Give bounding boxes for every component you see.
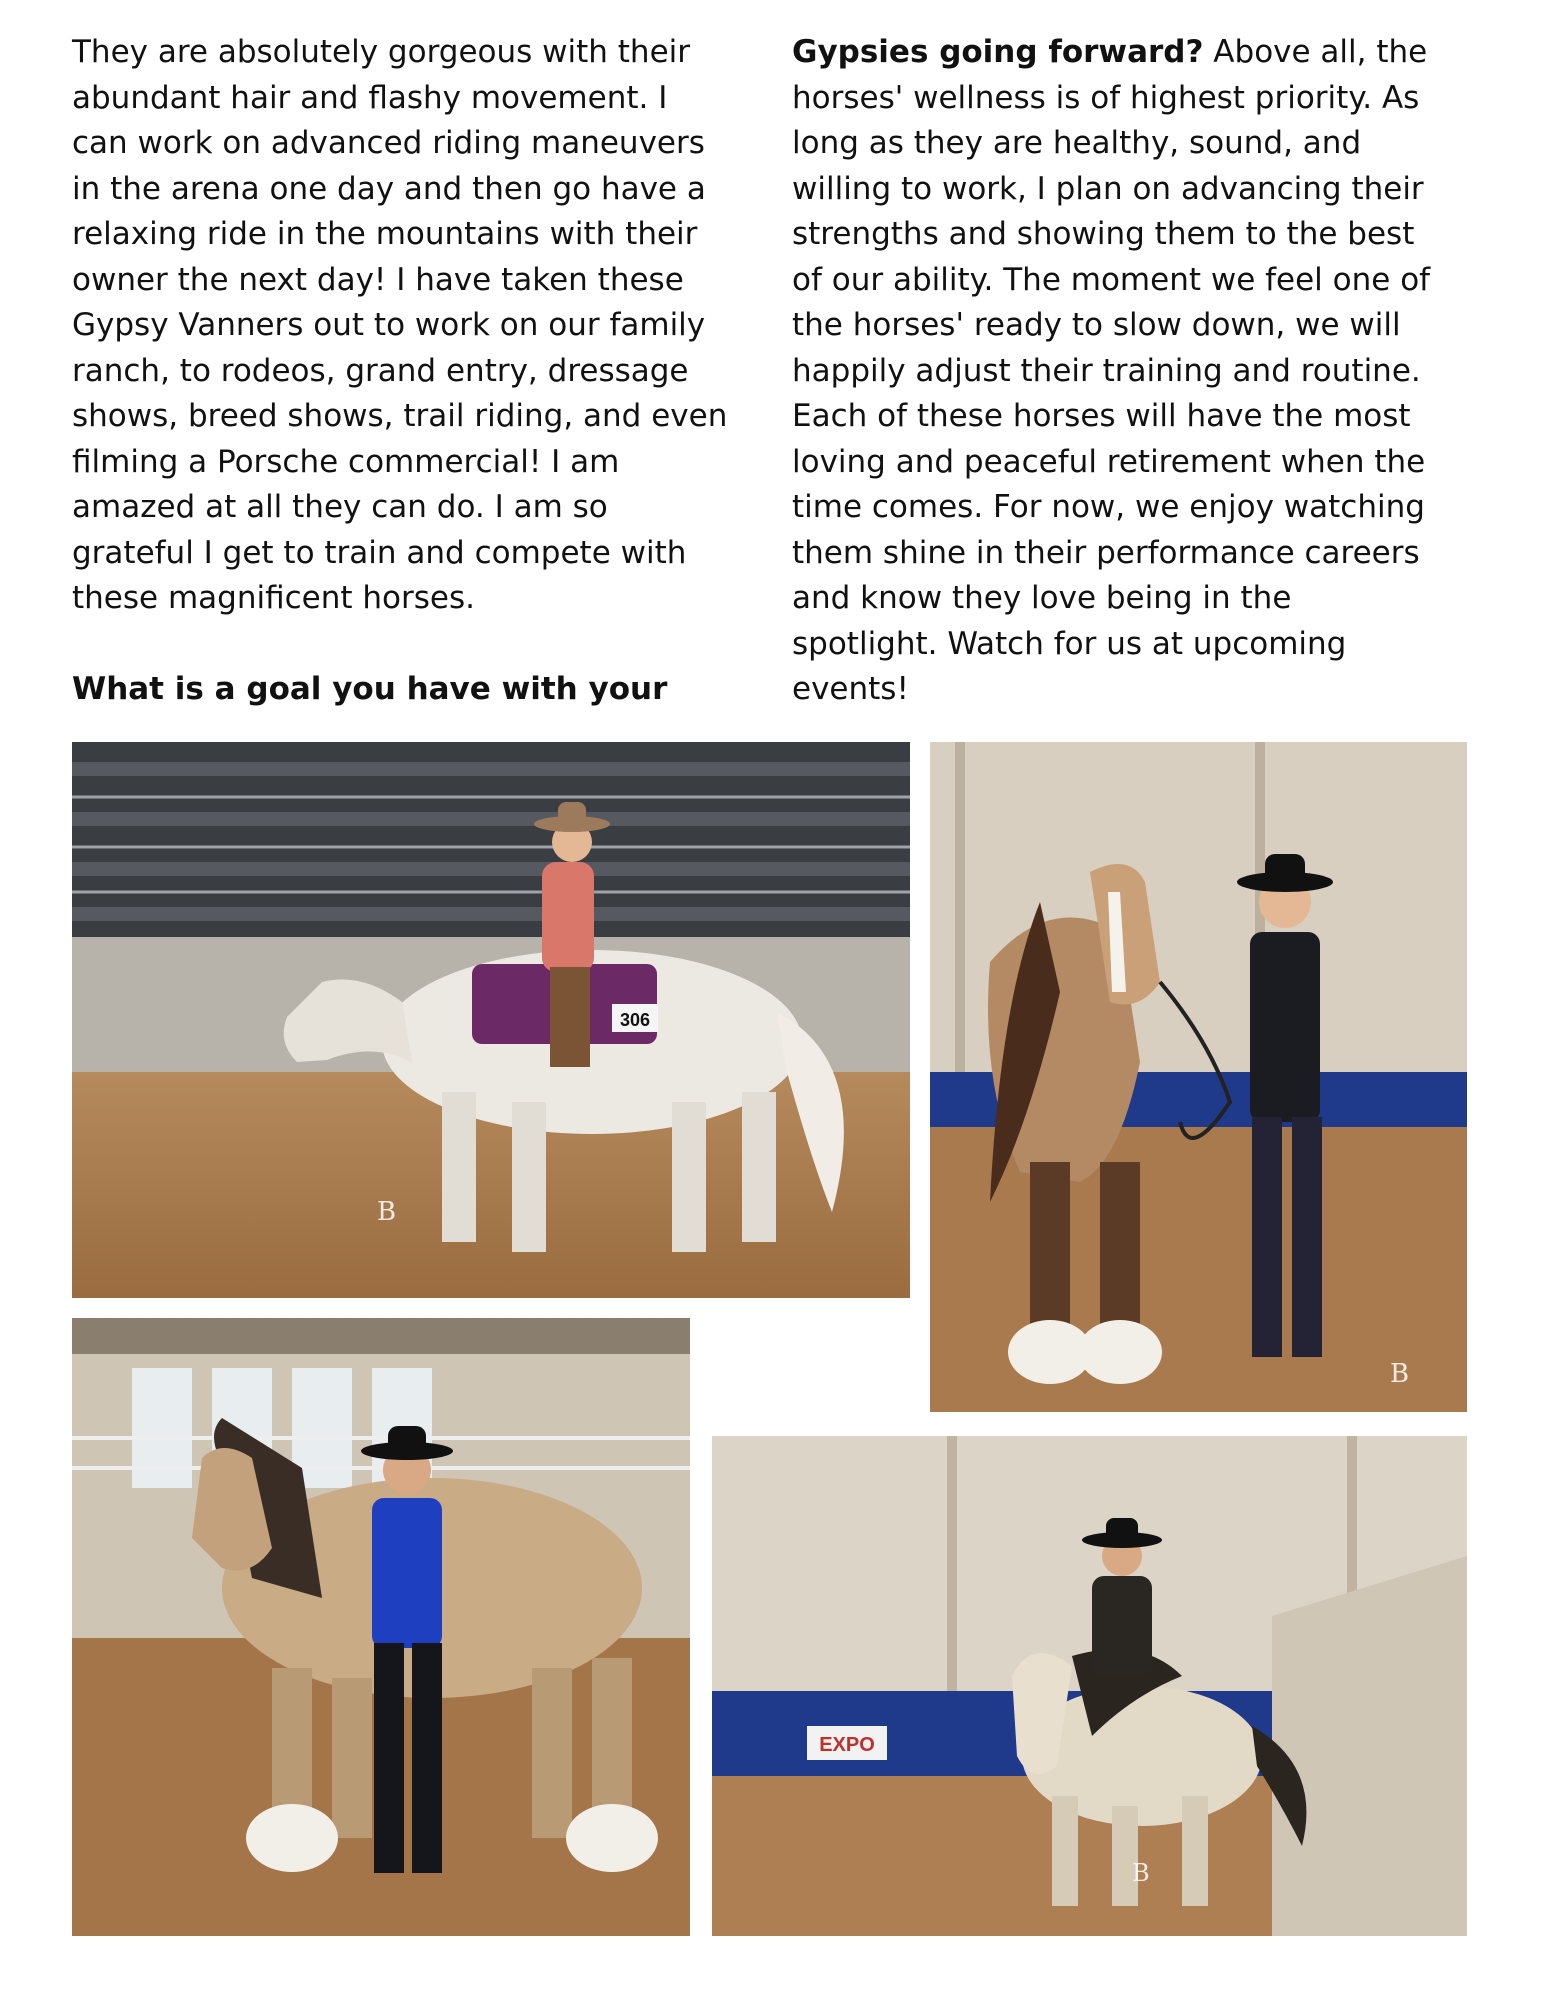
photo-3-illustration — [72, 1318, 690, 1936]
text-line: events! — [792, 671, 909, 707]
photo-rider-galloping — [712, 1436, 1467, 1936]
text-line: spotlight. Watch for us at upcoming — [792, 625, 1347, 662]
text-line: owner the next day! I have taken these — [72, 261, 684, 298]
text-line: these magnificent horses. — [72, 580, 475, 616]
text-line: loving and peaceful retirement when the — [792, 443, 1426, 480]
text-line: They are absolutely gorgeous with their — [72, 34, 691, 70]
photo-rider-white-horse — [72, 742, 910, 1298]
text-line: grateful I get to train and compete with — [72, 534, 687, 571]
text-line: shows, breed shows, trail riding, and even — [72, 398, 728, 434]
watermark: B — [1390, 1359, 1410, 1389]
text-line: and know they love being in the — [792, 580, 1292, 616]
right-text-column — [792, 30, 1512, 713]
text-line: them shine in their performance careers — [792, 534, 1420, 571]
answer-start: Above all, the — [1203, 34, 1428, 70]
photo-handler-buckskin-horse — [72, 1318, 690, 1936]
photo-handler-pinto-horse — [930, 742, 1467, 1412]
text-line: long as they are healthy, sound, and — [792, 125, 1362, 161]
text-line: can work on advanced riding maneuvers — [72, 125, 705, 161]
question-text: What is a goal you have with your — [72, 671, 668, 707]
text-line: strengths and showing them to the best — [792, 216, 1415, 252]
watermark: B — [377, 1197, 397, 1227]
watermark: B — [1132, 1859, 1150, 1887]
text-line: horses' wellness is of highest priority. As — [792, 79, 1420, 116]
number-pad: 306 — [619, 1010, 651, 1030]
photo-2-illustration — [930, 742, 1467, 1412]
text-line: filming a Porsche commercial! I am — [72, 443, 620, 480]
text-line — [792, 30, 1512, 76]
photo-1-illustration — [72, 742, 910, 1298]
text-line: Each of these horses will have the most — [792, 398, 1411, 434]
text-line: relaxing ride in the mountains with their — [72, 216, 698, 252]
text-line: ranch, to rodeos, grand entry, dressage — [72, 352, 689, 389]
text-line: Gypsy Vanners out to work on our family — [72, 307, 706, 343]
question-continuation: Gypsies going forward? — [792, 34, 1204, 70]
text-line: willing to work, I plan on advancing their — [792, 170, 1424, 207]
paragraph-gap — [72, 622, 762, 668]
text-line: amazed at all they can do. I am so — [72, 489, 608, 525]
text-line: abundant hair and flashy movement. I — [72, 79, 668, 116]
interview-question — [72, 667, 762, 713]
text-line: in the arena one day and then go have a — [72, 170, 706, 207]
photo-4-illustration — [712, 1436, 1467, 1936]
left-text-column — [72, 30, 762, 713]
text-line: happily adjust their training and routine. — [792, 352, 1421, 389]
text-line: the horses' ready to slow down, we will — [792, 307, 1401, 343]
text-line: of our ability. The moment we feel one of — [792, 261, 1431, 298]
text-line: time comes. For now, we enjoy watching — [792, 489, 1425, 525]
banner-text: EXPO — [819, 1734, 875, 1756]
